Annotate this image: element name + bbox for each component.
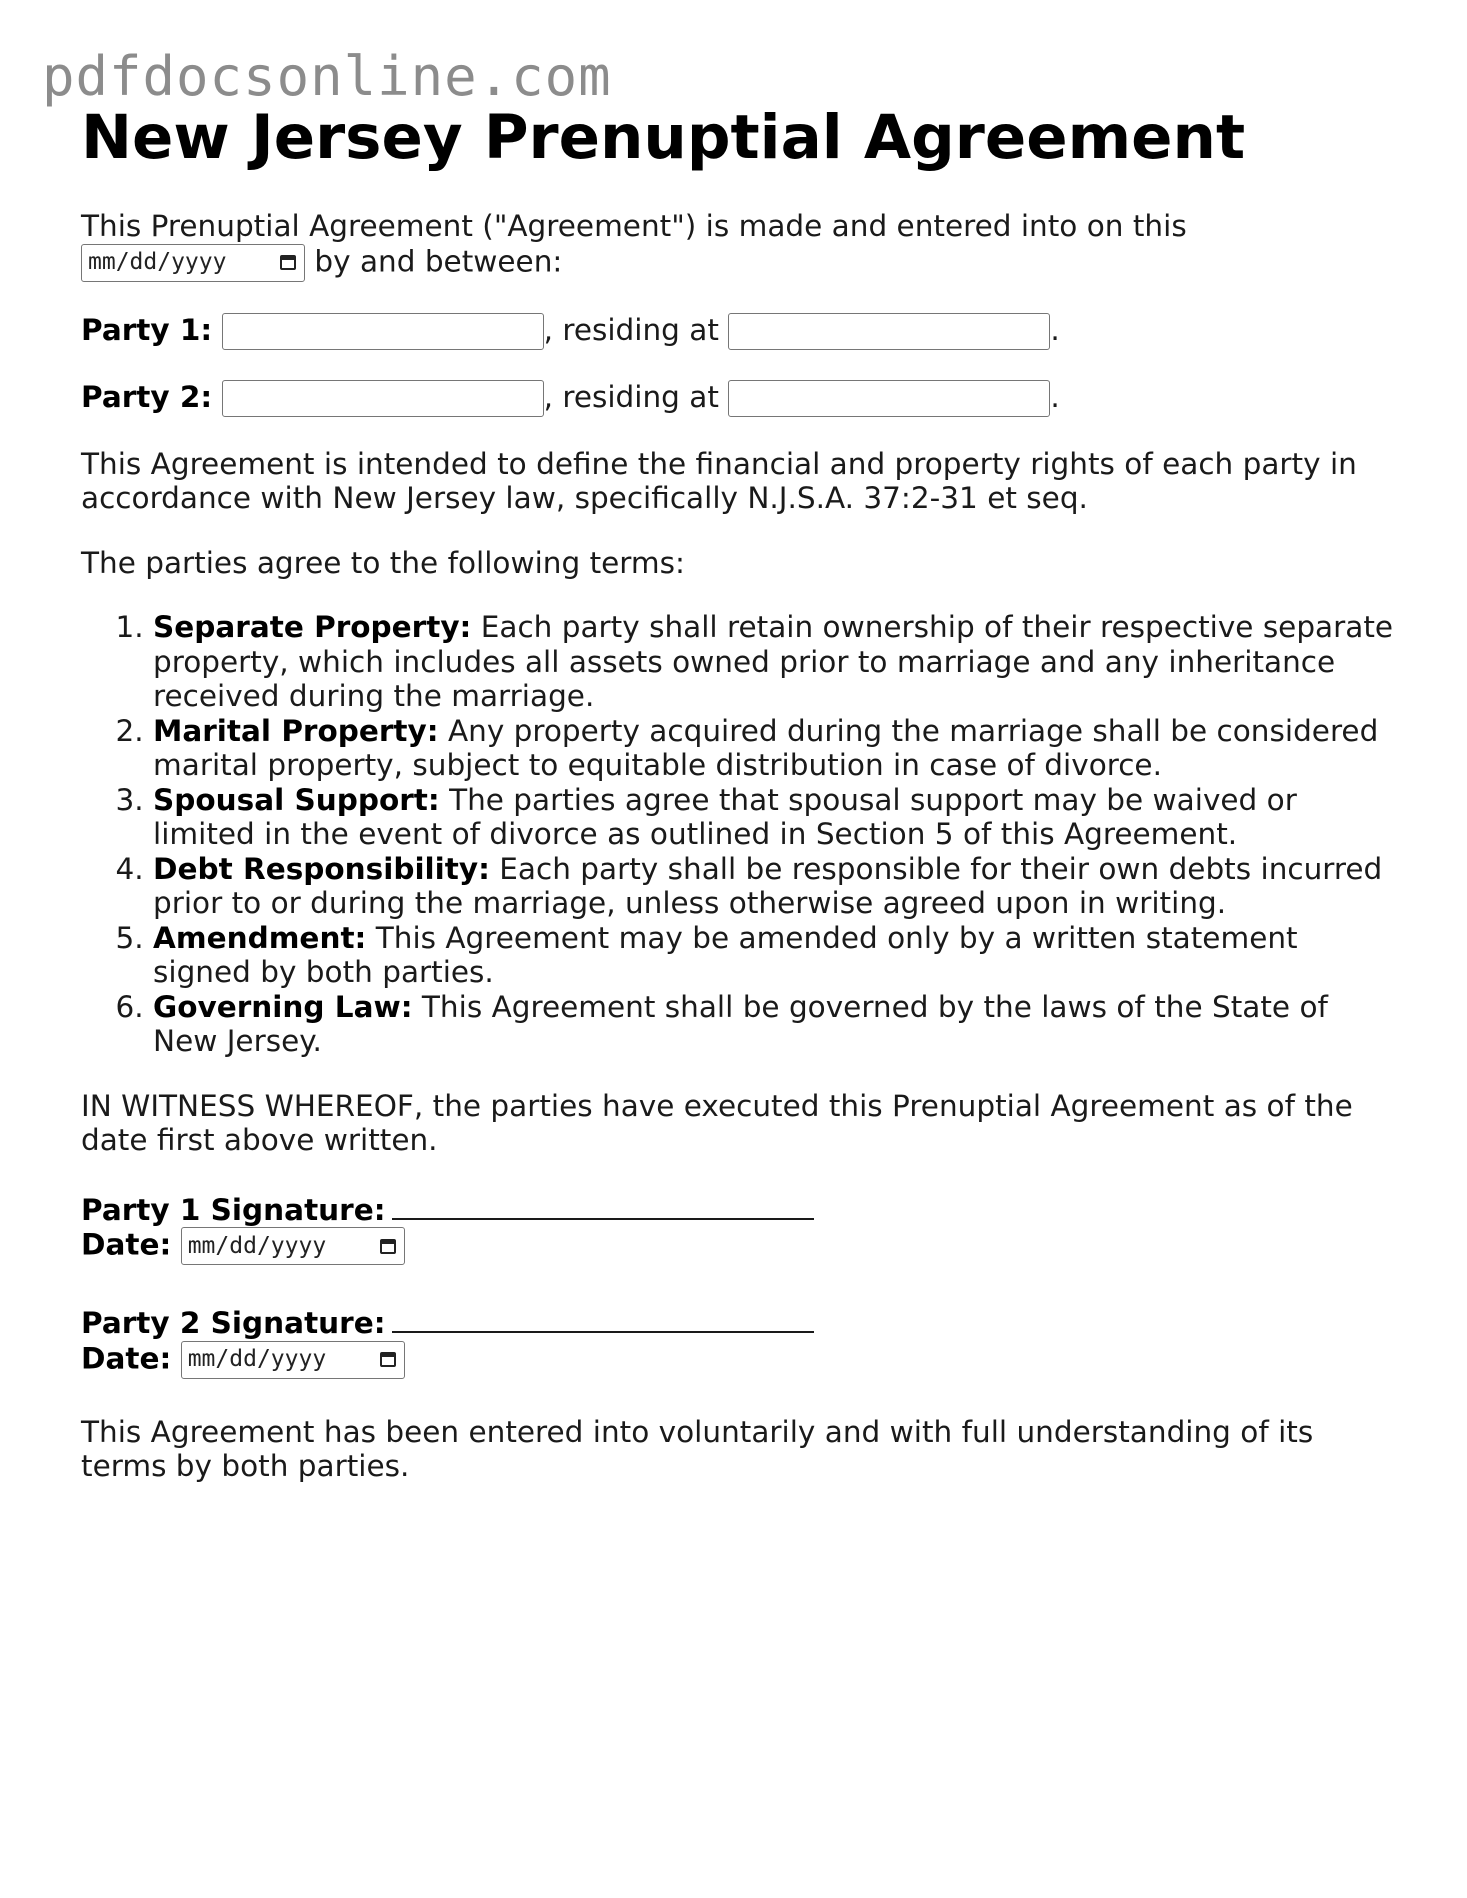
term-body: Each party shall retain ownership of their respective separate property, which includes all assets owned prior to marriage and any inheritance received during the marriage. (153, 610, 1394, 713)
term-item (153, 921, 1401, 990)
party-1-signature-label: Party 1 Signature: (81, 1192, 386, 1227)
party-2-row (81, 380, 1401, 417)
party-1-label: Party 1: (81, 312, 213, 347)
term-heading: Spousal Support: (153, 782, 440, 817)
term-heading: Marital Property: (153, 713, 439, 748)
term-heading: Governing Law: (153, 989, 413, 1024)
party-2-signature-line[interactable] (392, 1301, 814, 1333)
term-item (153, 852, 1401, 921)
terms-intro: The parties agree to the following terms: (81, 545, 685, 580)
term-item (153, 783, 1401, 852)
party-1-date-row (81, 1227, 1401, 1265)
intro-text-after: by and between: (314, 244, 563, 278)
party-1-name-input[interactable] (222, 313, 544, 350)
party-1-end-punct: . (1050, 312, 1060, 347)
term-item (153, 990, 1401, 1059)
term-body: Each party shall be responsible for their own debts incurred prior to or during the marriage, unless otherwise agreed upon in writing. (153, 851, 1383, 920)
party-2-end-punct: . (1050, 379, 1060, 414)
term-body: This Agreement may be amended only by a written statement signed by both parties. (153, 920, 1298, 989)
term-body: Any property acquired during the marriage shall be considered marital property, subject to equitable distribution in case of divorce. (153, 713, 1379, 782)
agreement-date-placeholder: mm/dd/yyyy (88, 249, 227, 276)
party-1-date-label: Date: (81, 1227, 172, 1262)
party-1-residing-text: , residing at (543, 312, 719, 347)
term-heading: Debt Responsibility: (153, 851, 490, 886)
party-1-signature-block (81, 1188, 1401, 1266)
term-heading: Amendment: (153, 920, 367, 955)
term-item (153, 714, 1401, 783)
party-2-label: Party 2: (81, 379, 213, 414)
term-item (153, 610, 1401, 714)
party-2-residing-text: , residing at (543, 379, 719, 414)
party-2-signature-row (81, 1301, 1401, 1341)
witness-paragraph: IN WITNESS WHEREOF, the parties have executed this Prenuptial Agreement as of the date first above written. (81, 1088, 1353, 1157)
party-2-signature-label: Party 2 Signature: (81, 1306, 386, 1340)
term-heading: Separate Property: (153, 610, 472, 644)
site-watermark: pdfdocsonline.com (42, 45, 612, 108)
calendar-icon[interactable] (280, 255, 296, 270)
agreement-date-input[interactable] (81, 244, 305, 282)
party-1-date-placeholder: mm/dd/yyyy (187, 1232, 327, 1259)
party-1-signature-line[interactable] (392, 1188, 814, 1220)
party-1-date-input[interactable] (181, 1227, 405, 1265)
calendar-icon[interactable] (380, 1352, 396, 1367)
party-1-row (81, 313, 1401, 350)
party-2-date-row (81, 1341, 1401, 1379)
party-2-date-input[interactable] (181, 1341, 405, 1379)
intro-text-before: This Prenuptial Agreement ("Agreement") is made and entered into on this (81, 209, 1187, 243)
party-2-date-label: Date: (81, 1341, 172, 1375)
party-2-address-input[interactable] (728, 380, 1050, 417)
intro-paragraph (81, 209, 1401, 282)
agreement-document (81, 100, 1401, 1484)
party-2-date-placeholder: mm/dd/yyyy (187, 1346, 327, 1373)
party-1-address-input[interactable] (728, 313, 1050, 350)
party-1-signature-row (81, 1188, 1401, 1228)
purpose-paragraph: This Agreement is intended to define the financial and property rights of each party in accordance with New Jersey law, specifically N.J.S.A. 37:2-31 et seq. (81, 446, 1357, 515)
party-2-signature-block (81, 1301, 1401, 1379)
party-2-name-input[interactable] (222, 380, 544, 417)
terms-list (81, 610, 1401, 1059)
term-body: The parties agree that spousal support may be waived or limited in the event of divorce as outlined in Section 5 of this Agreement. (153, 782, 1297, 851)
closing-paragraph: This Agreement has been entered into voluntarily and with full understanding of its terms by both parties. (81, 1414, 1314, 1483)
calendar-icon[interactable] (380, 1239, 396, 1254)
page-title: New Jersey Prenuptial Agreement (81, 102, 1246, 173)
term-body: This Agreement shall be governed by the laws of the State of New Jersey. (153, 989, 1328, 1058)
